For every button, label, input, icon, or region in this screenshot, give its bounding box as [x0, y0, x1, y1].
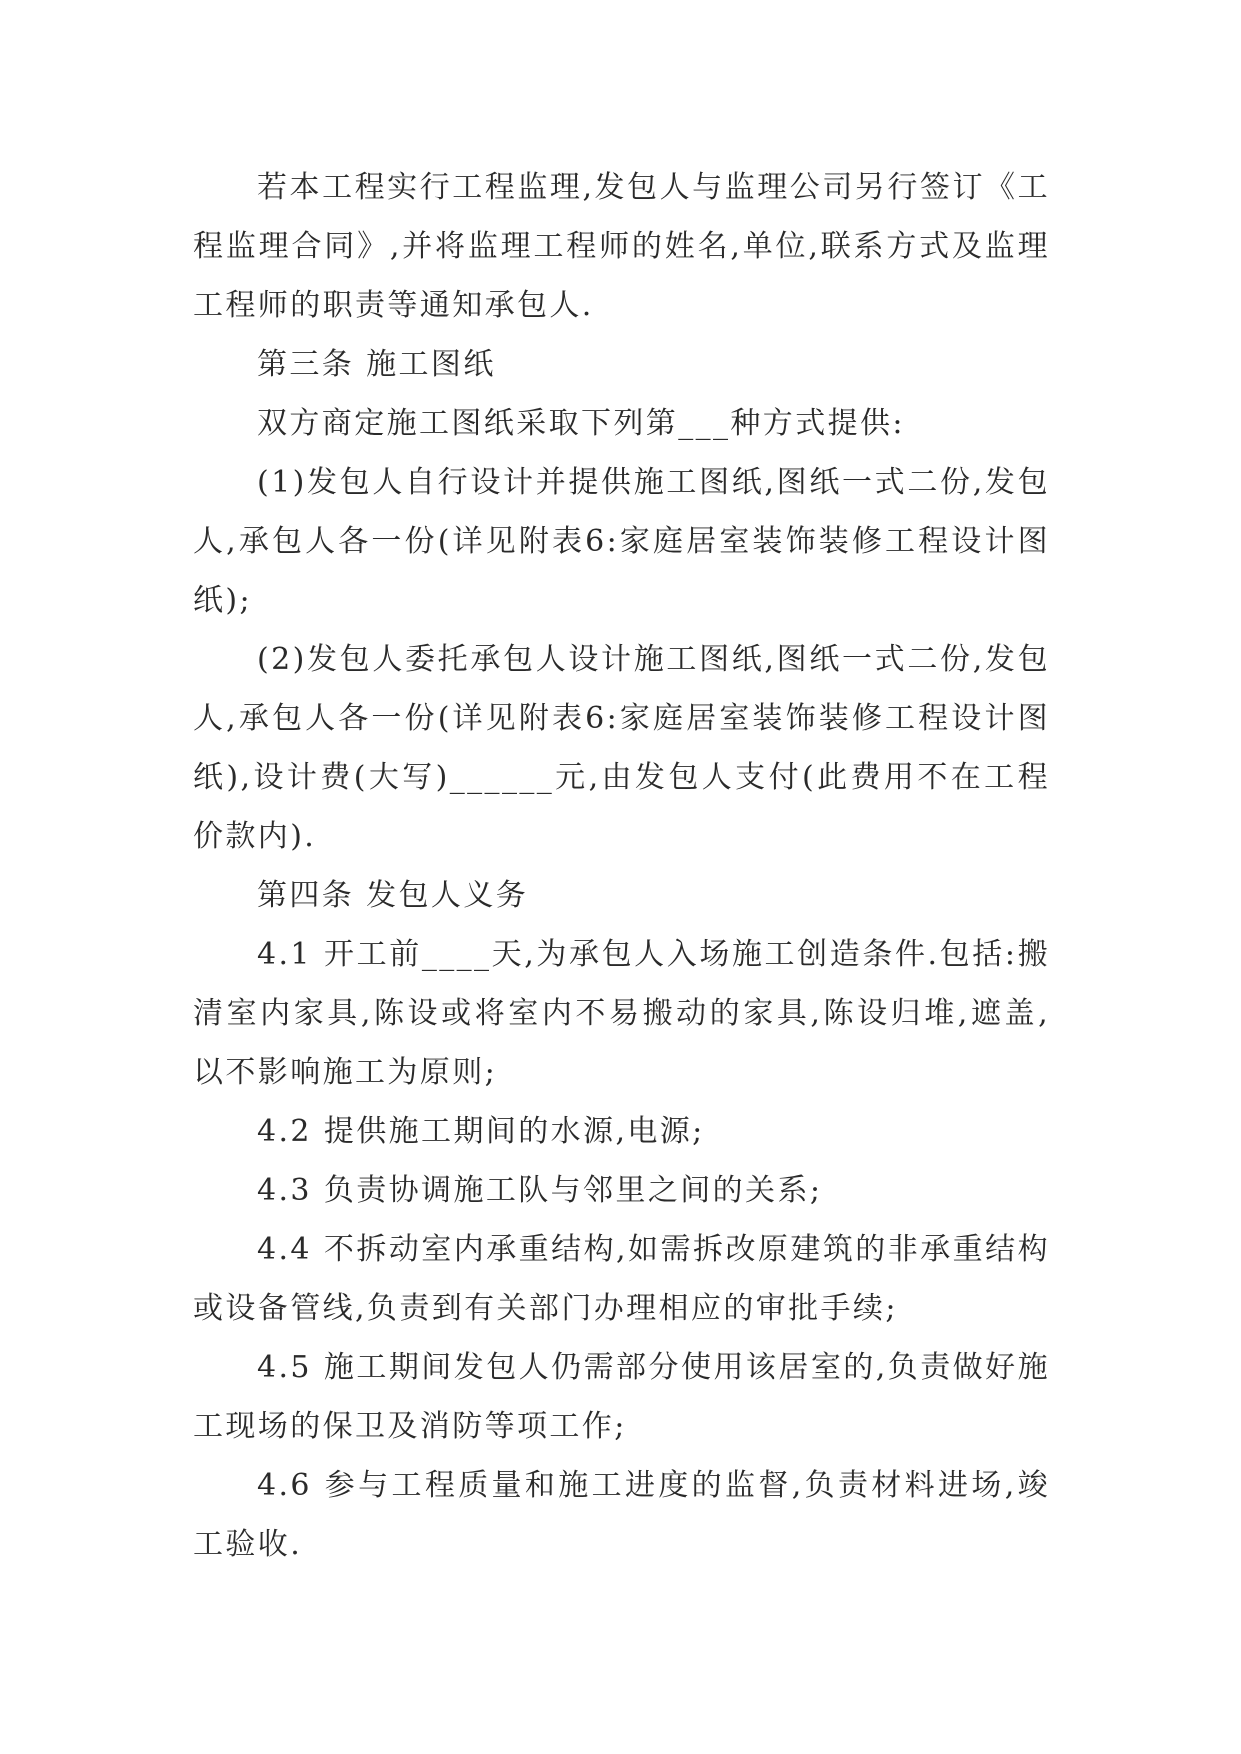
clause-4-4: 4.4 不拆动室内承重结构,如需拆改原建筑的非承重结构或设备管线,负责到有关部门办理相应的审批手续; [193, 1232, 1050, 1326]
paragraph-supervision: 若本工程实行工程监理,发包人与监理公司另行签订《工程监理合同》,并将监理工程师的姓名,单位,联系方式及监理工程师的职责等通知承包人. [193, 170, 1050, 323]
paragraph-option-1: (1)发包人自行设计并提供施工图纸,图纸一式二份,发包人,承包人各一份(详见附表6:家庭居室装饰装修工程设计图纸); [193, 465, 1050, 618]
heading-article-3: 第三条 施工图纸 [257, 347, 496, 382]
clause-4-5: 4.5 施工期间发包人仍需部分使用该居室的,负责做好施工现场的保卫及消防等项工作; [193, 1350, 1050, 1444]
clause-4-3: 4.3 负责协调施工队与邻里之间的关系; [257, 1173, 823, 1208]
heading-article-4: 第四条 发包人义务 [257, 878, 529, 913]
document-body [193, 158, 1050, 1574]
paragraph-option-2: (2)发包人委托承包人设计施工图纸,图纸一式二份,发包人,承包人各一份(详见附表6:家庭居室装饰装修工程设计图纸),设计费(大写)______元,由发包人支付(此费用不在工程价款内). [193, 642, 1050, 854]
paragraph-drawing-method: 双方商定施工图纸采取下列第___种方式提供: [257, 406, 905, 441]
clause-4-1: 4.1 开工前____天,为承包人入场施工创造条件.包括:搬清室内家具,陈设或将室内不易搬动的家具,陈设归堆,遮盖,以不影响施工为原则; [193, 937, 1050, 1090]
clause-4-2: 4.2 提供施工期间的水源,电源; [257, 1114, 705, 1149]
clause-4-6: 4.6 参与工程质量和施工进度的监督,负责材料进场,竣工验收. [193, 1468, 1050, 1562]
